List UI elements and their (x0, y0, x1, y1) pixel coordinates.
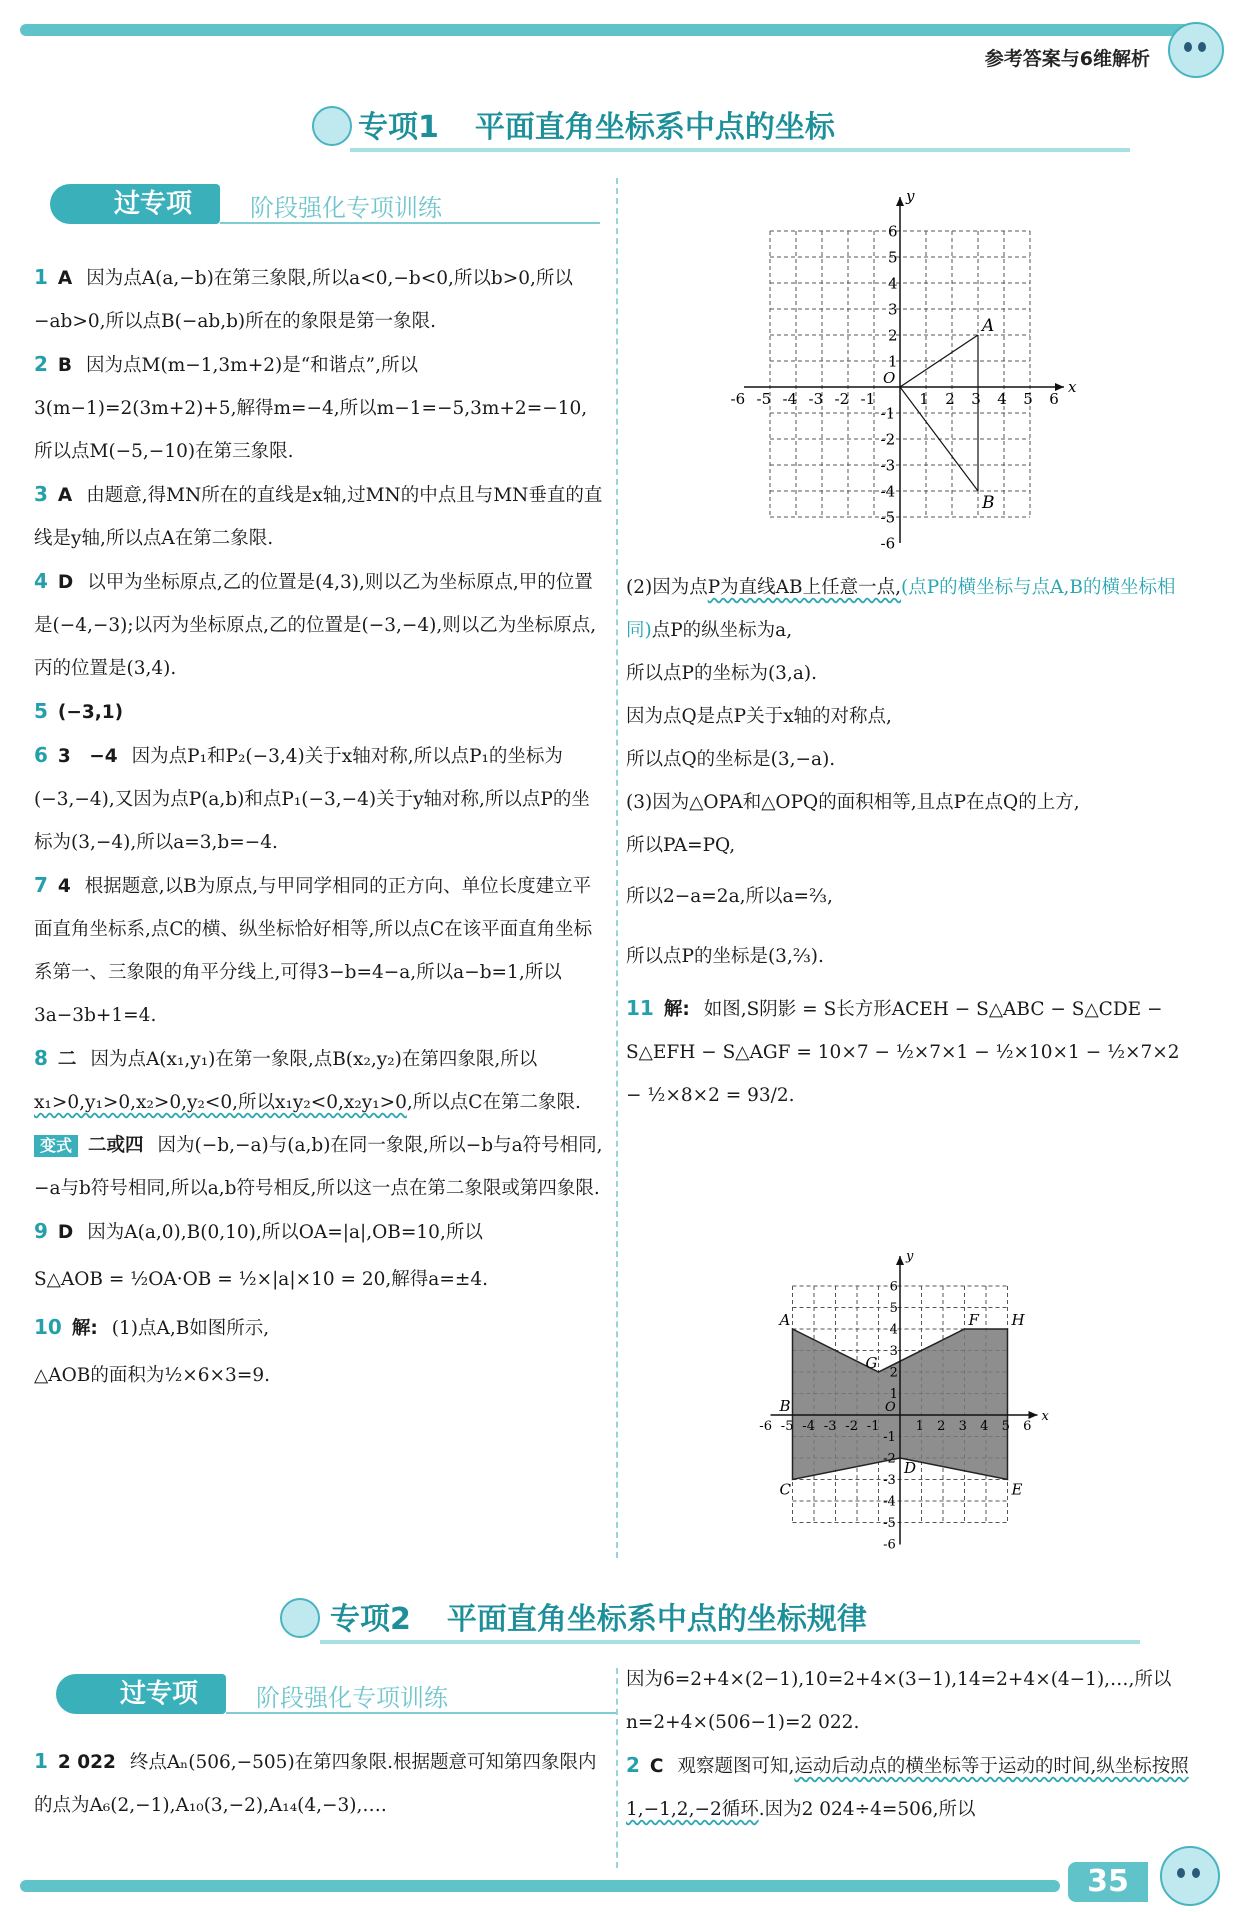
y-tick-label: -3 (880, 456, 896, 475)
y-tick-label: 5 (889, 1301, 898, 1317)
mascot-star-icon (312, 106, 352, 146)
point-label-D: D (904, 1459, 917, 1477)
answer-8: 8 二 因为点A(x₁,y₁)在第一象限,点B(x₂,y₂)在第四象限,所以x₁>0,y₁>0,x₂>0,y₂<0,所以x₁y₂<0,x₂y₁>0,所以点C在第二象限. (34, 1046, 581, 1113)
answer-10-line: 所以2−a=2a,所以a=⅔, (626, 886, 833, 907)
x-tick-label: 2 (945, 390, 955, 408)
y-tick-label: 6 (888, 222, 898, 241)
section2-right-column (626, 1658, 1198, 1831)
x-tick-label: 4 (980, 1419, 989, 1434)
x-tick-label: -1 (860, 390, 876, 408)
y-tick-label: 2 (889, 1365, 898, 1381)
origin-label: O (883, 369, 896, 387)
coordinate-graph-2 (752, 1240, 1072, 1553)
point-label-F: F (968, 1311, 979, 1329)
answer-9: 9 D 因为A(a,0),B(0,10),所以OA=|a|,OB=10,所以 (34, 1219, 483, 1243)
y-tick-label: -2 (883, 1451, 896, 1467)
answer-10-line: 所以点P的坐标为(3,a). (626, 663, 817, 684)
section2-left-column (34, 1740, 604, 1827)
answer-1: 1 A 因为点A(a,−b)在第三象限,所以a<0,−b<0,所以b>0,所以−ab>0,所以点B(−ab,b)所在的象限是第一象限. (34, 265, 573, 332)
answer-10-part3: (3)因为△OPA和△OPQ的面积相等,且点P在点Q的上方, (626, 792, 1080, 813)
y-tick-label: 6 (889, 1279, 898, 1295)
answer-10-part2: (2)因为点P为直线AB上任意一点,(点P的横坐标与点A,B的横坐标相同)点P的纵坐标为a, (626, 577, 1176, 641)
answer-10: 10 解: (1)点A,B如图所示, (34, 1315, 270, 1339)
x-tick-label: 6 (1023, 1419, 1032, 1434)
s2-answer-1: 1 2 022 终点Aₙ(506,−505)在第四象限.根据题意可知第四象限内的点为A₆(2,−1),A₁₀(3,−2),A₁₄(4,−3),…. (34, 1749, 597, 1816)
header-title: 参考答案与6维解析 (984, 48, 1150, 70)
y-axis-arrow (896, 1256, 904, 1265)
point-label-A: A (982, 316, 995, 336)
s2-answer-2: 2 C 观察题图可知,运动后动点的横坐标等于运动的时间,纵坐标按照1,−1,2,−2循环.因为2 024÷4=506,所以 (626, 1753, 1189, 1820)
y-tick-label: 1 (888, 352, 898, 371)
section2-tag: 过专项 阶段强化专项训练 (56, 1674, 616, 1718)
y-tick-label: 3 (889, 1344, 898, 1360)
section1-title: 专项1 平面直角坐标系中点的坐标 (358, 110, 835, 145)
x-axis-arrow (1029, 1411, 1038, 1419)
x-tick-label: -2 (834, 390, 850, 408)
x-tick-label: 5 (1001, 1419, 1010, 1434)
x-tick-label: -5 (780, 1419, 794, 1434)
x-tick-label: 1 (919, 390, 929, 408)
bottom-decor-bar (20, 1880, 1060, 1892)
column-divider (616, 178, 618, 1558)
x-tick-label: 5 (1023, 390, 1033, 408)
x-tick-label: -5 (756, 390, 772, 408)
answer-3: 3 A 由题意,得MN所在的直线是x轴,过MN的中点且与MN垂直的直线是y轴,所以点A在第二象限. (34, 482, 603, 549)
x-tick-label: -6 (759, 1419, 772, 1434)
s2-answer-1-cont: 因为6=2+4×(2−1),10=2+4×(3−1),14=2+4×(4−1),…,所以n=2+4×(506−1)=2 022. (626, 1669, 1172, 1733)
point-label-H: H (1011, 1311, 1025, 1329)
answer-10-line: 因为点Q是点P关于x轴的对称点, (626, 706, 892, 727)
y-tick-label: -1 (883, 1430, 896, 1446)
x-tick-label: -3 (808, 390, 824, 408)
x-tick-label: 3 (971, 390, 981, 408)
title-stripe (350, 148, 1130, 152)
x-tick-label: -4 (782, 390, 798, 408)
point-label-C: C (779, 1480, 791, 1499)
mascot-star-icon (1160, 1846, 1220, 1906)
y-tick-label: -5 (880, 508, 896, 527)
x-tick-label: -4 (802, 1419, 815, 1434)
x-tick-label: -1 (866, 1419, 880, 1434)
point-label-B: B (982, 493, 995, 513)
y-axis-arrow (896, 197, 904, 206)
y-axis-label: y (906, 1249, 914, 1264)
y-tick-label: 4 (888, 274, 898, 293)
answer-10-line: 所以点P的坐标是(3,⅔). (626, 946, 824, 967)
x-tick-label: 1 (915, 1419, 924, 1434)
mascot-star-icon (280, 1598, 320, 1638)
y-tick-label: 5 (888, 248, 898, 267)
top-decor-bar (20, 24, 1190, 36)
left-column (34, 256, 604, 1402)
answer-5: 5 (−3,1) (34, 699, 124, 723)
y-tick-label: 3 (888, 300, 898, 319)
right-column (626, 566, 1198, 1117)
y-tick-label: -6 (883, 1537, 896, 1553)
point-label-B: B (779, 1397, 791, 1415)
answer-7: 7 4 根据题意,以B为原点,与甲同学相同的正方向、单位长度建立平面直角坐标系,点C的横、纵坐标恰好相等,所以点C在该平面直角坐标系第一、三象限的角平分线上,可得3−b=4−a,所以a−b=1,所以3a−3b+1=4. (34, 873, 593, 1026)
y-tick-label: -6 (880, 534, 896, 553)
y-tick-label: -2 (880, 430, 896, 449)
page-number: 35 (1068, 1862, 1148, 1902)
y-tick-label: 4 (889, 1322, 898, 1338)
section2-title: 专项2 平面直角坐标系中点的坐标规律 (330, 1602, 867, 1637)
title-stripe (320, 1640, 1140, 1644)
y-tick-label: -5 (883, 1516, 896, 1532)
point-label-E: E (1011, 1480, 1023, 1499)
y-tick-label: -4 (880, 482, 896, 501)
y-tick-label: -4 (883, 1494, 896, 1510)
origin-label: O (885, 1400, 896, 1415)
section1-tag: 过专项 阶段强化专项训练 (50, 184, 600, 228)
answer-4: 4 D 以甲为坐标原点,乙的位置是(4,3),则以乙为坐标原点,甲的位置是(−4,−3);以丙为坐标原点,乙的位置是(−3,−4),则以乙为坐标原点,丙的位置是(3,4). (34, 569, 597, 679)
x-axis-label: x (1041, 1409, 1049, 1424)
answer-10-area: △AOB的面积为½×6×3=9. (34, 1365, 270, 1386)
answer-10-line: 所以点Q的坐标是(3,−a). (626, 749, 836, 770)
column-divider (616, 1668, 618, 1868)
point-label-G: G (865, 1354, 878, 1372)
x-axis-label: x (1068, 378, 1077, 396)
y-tick-label: 2 (888, 326, 898, 345)
mascot-star-icon (1168, 22, 1224, 78)
y-tick-label: -3 (883, 1473, 896, 1489)
x-tick-label: 2 (937, 1419, 946, 1434)
x-tick-label: -2 (845, 1419, 858, 1434)
x-tick-label: -6 (730, 390, 746, 408)
answer-6: 6 3 −4 因为点P₁和P₂(−3,4)关于x轴对称,所以点P₁的坐标为(−3,−4),又因为点P(a,b)和点P₁(−3,−4)关于y轴对称,所以点P的坐标为(3,−4),所以a=3,b=−4. (34, 743, 590, 853)
y-axis-label: y (906, 187, 915, 205)
y-tick-label: 1 (889, 1387, 898, 1403)
answer-11: 11 解: 如图,S阴影 = S长方形ACEH − S△ABC − S△CDE − S△EFH − S△AGF = 10×7 − ½×7×1 − ½×10×1 − ½×7×2 − ½×8×2 = 93/2. (626, 996, 1180, 1106)
x-tick-label: -3 (823, 1419, 837, 1434)
answer-2: 2 B 因为点M(m−1,3m+2)是“和谐点”,所以3(m−1)=2(3m+2)+5,解得m=−4,所以m−1=−5,3m+2=−10,所以点M(−5,−10)在第三象限. (34, 352, 588, 462)
answer-10-line: 所以PA=PQ, (626, 835, 736, 856)
y-tick-label: -1 (880, 404, 896, 423)
x-tick-label: 4 (997, 390, 1007, 408)
x-tick-label: 3 (958, 1419, 967, 1434)
point-label-A: A (779, 1311, 791, 1329)
answer-variant: 变式 二或四 因为(−b,−a)与(a,b)在同一象限,所以−b与a符号相同,−a与b符号相同,所以a,b符号相反,所以这一点在第二象限或第四象限. (34, 1135, 603, 1199)
x-tick-label: 6 (1049, 390, 1059, 408)
answer-9-formula: S△AOB = ½OA·OB = ½×|a|×10 = 20,解得a=±4. (34, 1269, 488, 1290)
coordinate-graph-1 (700, 175, 1100, 553)
